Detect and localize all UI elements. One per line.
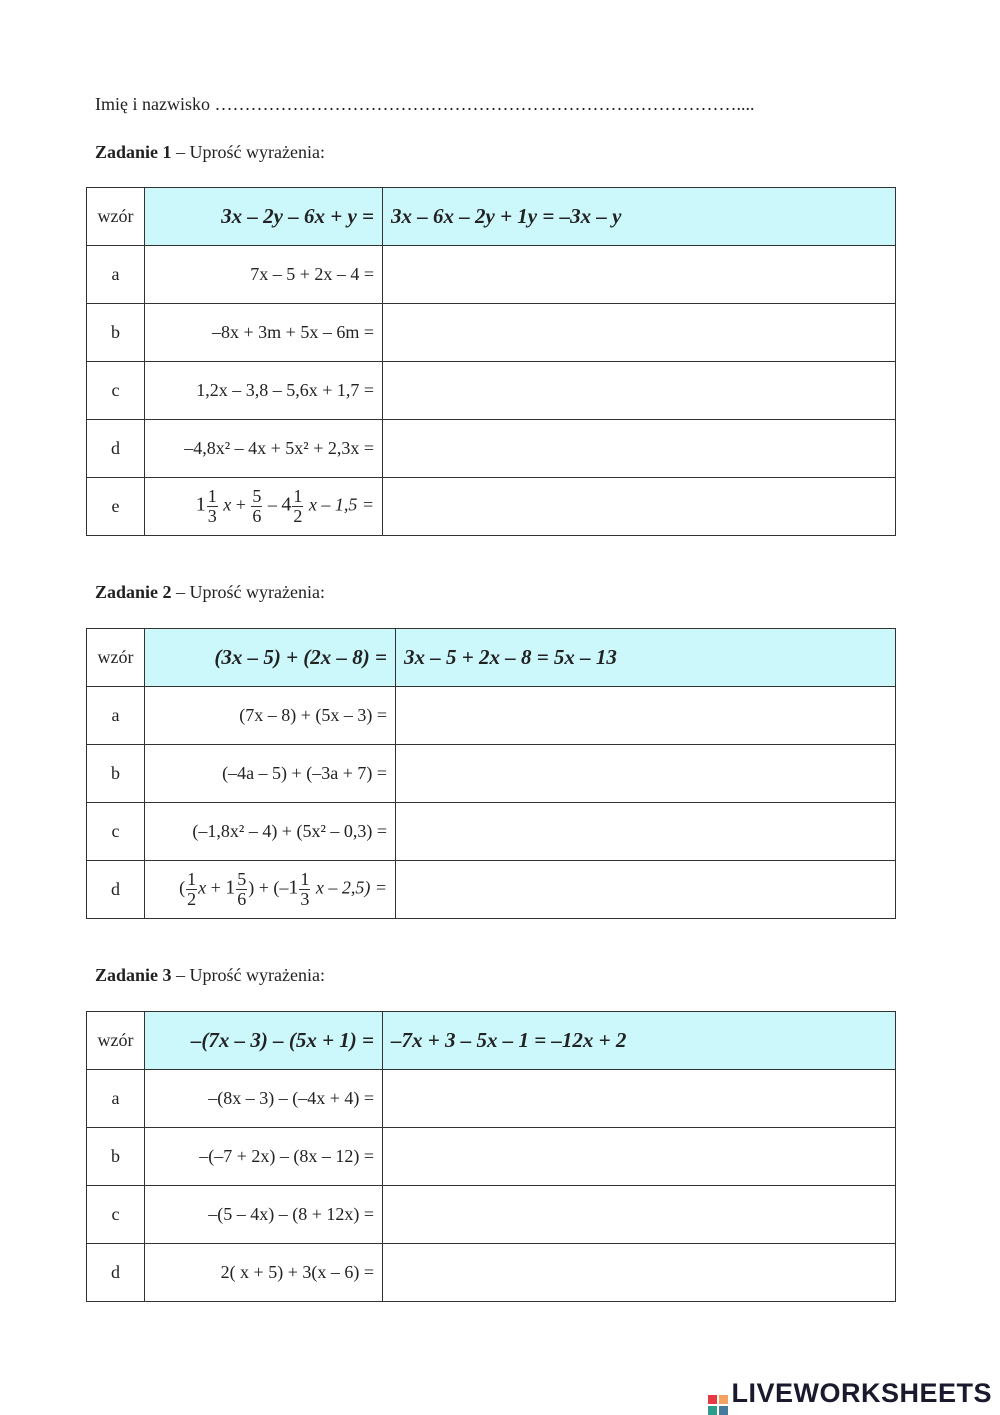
answer-field[interactable]: [383, 1244, 896, 1302]
answer-field[interactable]: [396, 745, 896, 803]
answer-field[interactable]: [383, 1070, 896, 1128]
table-row: [87, 362, 896, 420]
answer-field[interactable]: [383, 478, 896, 536]
row-label: wzór: [87, 629, 145, 687]
row-label: c: [87, 1186, 145, 1244]
row-label: b: [87, 745, 145, 803]
answer-field[interactable]: [396, 803, 896, 861]
expression: (–4a – 5) + (–3a + 7) =: [145, 745, 396, 803]
pattern-answer: 3x – 5 + 2x – 8 = 5x – 13: [396, 629, 896, 687]
answer-field[interactable]: [383, 362, 896, 420]
liveworksheets-logo-icon: [708, 1395, 728, 1415]
pattern-row: [87, 629, 896, 687]
expression: –(5 – 4x) – (8 + 12x) =: [145, 1186, 383, 1244]
answer-field[interactable]: [396, 861, 896, 919]
row-label: d: [87, 861, 145, 919]
answer-field[interactable]: [383, 304, 896, 362]
row-label: d: [87, 1244, 145, 1302]
expression: 2( x + 5) + 3(x – 6) =: [145, 1244, 383, 1302]
row-label: b: [87, 304, 145, 362]
row-label: a: [87, 687, 145, 745]
table-row: [87, 1128, 896, 1186]
expression-with-fractions: ( $\frac{1}{2}$ x + 1 $\frac{5}{6}$ ) + (–1 $\frac{1}{3}$ x – 2,5) =: [145, 861, 396, 919]
table-row: [87, 1070, 896, 1128]
pattern-expression: (3x – 5) + (2x – 8) =: [145, 629, 396, 687]
answer-field[interactable]: [383, 1186, 896, 1244]
row-label: wzór: [87, 1012, 145, 1070]
table-row: [87, 478, 896, 536]
table-row: [87, 246, 896, 304]
row-label: b: [87, 1128, 145, 1186]
table-row: [87, 1186, 896, 1244]
row-label: c: [87, 803, 145, 861]
expression: 7x – 5 + 2x – 4 =: [145, 246, 383, 304]
task-3-table: [86, 1011, 896, 1302]
answer-field[interactable]: [383, 420, 896, 478]
row-label: wzór: [87, 188, 145, 246]
expression: –8x + 3m + 5x – 6m =: [145, 304, 383, 362]
student-name-line: Imię i nazwisko ……………………………………………………………………………....: [95, 94, 755, 114]
table-row: [87, 420, 896, 478]
row-label: d: [87, 420, 145, 478]
row-label: a: [87, 1070, 145, 1128]
row-label: a: [87, 246, 145, 304]
expression: –(–7 + 2x) – (8x – 12) =: [145, 1128, 383, 1186]
pattern-row: [87, 188, 896, 246]
answer-field[interactable]: [383, 246, 896, 304]
expression: (–1,8x² – 4) + (5x² – 0,3) =: [145, 803, 396, 861]
task-1-title: Zadanie 1 – Uprość wyrażenia:: [95, 142, 325, 162]
table-row: [87, 745, 896, 803]
table-row: [87, 304, 896, 362]
row-label: c: [87, 362, 145, 420]
expression: –4,8x² – 4x + 5x² + 2,3x =: [145, 420, 383, 478]
table-row: [87, 687, 896, 745]
task-2-table: [86, 628, 896, 919]
row-label: e: [87, 478, 145, 536]
pattern-expression: 3x – 2y – 6x + y =: [145, 188, 383, 246]
liveworksheets-logo: LIVEWORKSHEETS: [708, 1378, 992, 1415]
task-1-table: [86, 187, 896, 536]
pattern-expression: –(7x – 3) – (5x + 1) =: [145, 1012, 383, 1070]
table-row: [87, 861, 896, 919]
table-row: [87, 803, 896, 861]
expression-with-fractions: 1 $\frac{1}{3}$ x + $\frac{5}{6}$ – 4 $\frac{1}{2}$ x – 1,5 =: [145, 478, 383, 536]
pattern-row: [87, 1012, 896, 1070]
expression: –(8x – 3) – (–4x + 4) =: [145, 1070, 383, 1128]
answer-field[interactable]: [396, 687, 896, 745]
pattern-answer: –7x + 3 – 5x – 1 = –12x + 2: [383, 1012, 896, 1070]
task-3-title: Zadanie 3 – Uprość wyrażenia:: [95, 965, 325, 985]
pattern-answer: 3x – 6x – 2y + 1y = –3x – y: [383, 188, 896, 246]
expression: (7x – 8) + (5x – 3) =: [145, 687, 396, 745]
task-2-title: Zadanie 2 – Uprość wyrażenia:: [95, 582, 325, 602]
answer-field[interactable]: [383, 1128, 896, 1186]
expression: 1,2x – 3,8 – 5,6x + 1,7 =: [145, 362, 383, 420]
table-row: [87, 1244, 896, 1302]
